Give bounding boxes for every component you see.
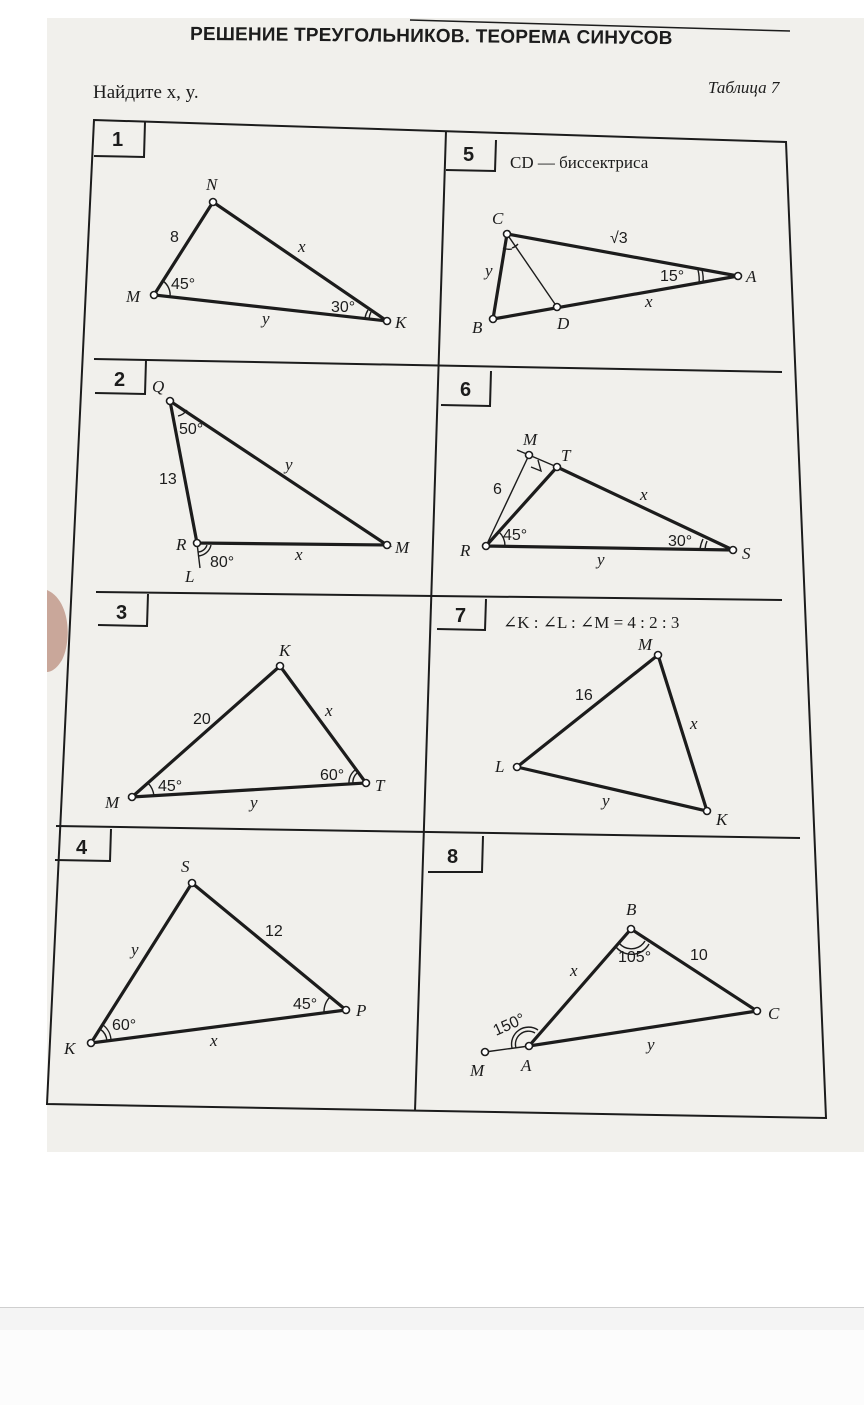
c7-vertex-k: K <box>716 810 728 829</box>
c6-vertex-t: T <box>561 446 571 465</box>
c2-angle-ext-r: 80° <box>210 554 235 571</box>
c4-side-sp: 12 <box>265 923 283 940</box>
cell-4-number: 4 <box>76 837 88 859</box>
c3-vertex-m: M <box>105 793 120 812</box>
c2-angle-q: 50° <box>179 421 204 438</box>
c1-vertex-n: N <box>206 175 218 194</box>
c8-vertex-b: B <box>626 900 637 919</box>
c6-vertex-m: M <box>523 430 538 449</box>
cell-2-number: 2 <box>114 369 126 391</box>
task-instruction: Найдите x, y. <box>93 82 199 103</box>
paper <box>47 18 864 1152</box>
c3-vertex-t: T <box>375 776 385 795</box>
page-title: РЕШЕНИЕ ТРЕУГОЛЬНИКОВ. ТЕОРЕМА СИНУСОВ <box>189 23 673 50</box>
c8-angle-ext-a: 150° <box>490 1010 528 1040</box>
c7-side-mk: x <box>690 714 698 733</box>
c2-vertex-m: M <box>395 538 410 557</box>
c6-vertex-s: S <box>742 544 751 563</box>
c2-side-qr: 13 <box>159 471 177 488</box>
bottom-divider-bar <box>0 1307 864 1331</box>
c3-angle-m: 45° <box>158 778 183 795</box>
c3-side-mt: y <box>250 793 258 812</box>
cell-1-number: 1 <box>112 129 124 151</box>
c1-vertex-k: K <box>395 313 407 332</box>
c7-vertex-m: M <box>638 635 653 654</box>
cell-3-number: 3 <box>116 602 128 624</box>
bottom-area <box>0 1330 864 1405</box>
c5-vertex-b: B <box>472 318 483 337</box>
c5-note: CD — биссектриса <box>510 153 649 172</box>
c4-vertex-s: S <box>181 857 190 876</box>
c7-side-lk: y <box>602 791 610 810</box>
c3-angle-t: 60° <box>320 767 345 784</box>
c8-vertex-c: C <box>768 1004 780 1023</box>
c2-vertex-r: R <box>176 535 187 554</box>
c4-side-ks: y <box>131 940 139 959</box>
c5-vertex-c: C <box>492 209 504 228</box>
c4-angle-k: 60° <box>112 1017 137 1034</box>
c6-angle-r: 45° <box>503 527 528 544</box>
c6-angle-s: 30° <box>668 533 693 550</box>
c1-side-mn: 8 <box>170 229 179 246</box>
c4-vertex-p: P <box>356 1001 367 1020</box>
c8-vertex-m: M <box>470 1061 485 1080</box>
c7-side-lm: 16 <box>575 687 593 704</box>
c6-side-rm: 6 <box>493 481 502 498</box>
c5-side-da: x <box>645 292 653 311</box>
c2-vertex-q: Q <box>152 377 165 396</box>
c4-vertex-k: K <box>64 1039 76 1058</box>
c5-side-cb: y <box>485 261 493 280</box>
c6-vertex-r: R <box>460 541 471 560</box>
c3-side-mk: 20 <box>193 711 211 728</box>
c3-vertex-k: K <box>279 641 291 660</box>
cell-8-number: 8 <box>447 846 459 868</box>
c3-side-kt: x <box>325 701 333 720</box>
c7-vertex-l: L <box>495 757 505 776</box>
c8-vertex-a: A <box>521 1056 532 1075</box>
c8-side-ab: x <box>570 961 578 980</box>
c1-vertex-m: M <box>126 287 141 306</box>
c8-side-ac: y <box>647 1035 655 1054</box>
c5-angle-a: 15° <box>660 268 685 285</box>
c2-vertex-l: L <box>185 567 195 586</box>
c1-angle-m: 45° <box>171 276 196 293</box>
c6-side-rs: y <box>597 550 605 569</box>
c7-note: ∠K : ∠L : ∠M = 4 : 2 : 3 <box>503 613 680 632</box>
c4-angle-p: 45° <box>293 996 318 1013</box>
cell-6-number: 6 <box>460 379 472 401</box>
cell-5-number: 5 <box>463 144 475 166</box>
c6-side-ts: x <box>640 485 648 504</box>
c8-side-bc: 10 <box>690 947 708 964</box>
c1-side-nk: x <box>298 237 306 256</box>
c2-side-qm: y <box>285 455 293 474</box>
c2-side-rm: x <box>295 545 303 564</box>
c8-angle-b: 105° <box>618 949 652 966</box>
cell-7-number: 7 <box>455 605 467 627</box>
c5-side-ca: √3 <box>610 230 628 247</box>
table-label: Таблица 7 <box>708 78 780 97</box>
c4-side-kp: x <box>210 1031 218 1050</box>
c5-vertex-d: D <box>557 314 570 333</box>
c5-vertex-a: A <box>746 267 757 286</box>
c1-side-mk: y <box>262 309 270 328</box>
c1-angle-k: 30° <box>331 299 356 316</box>
